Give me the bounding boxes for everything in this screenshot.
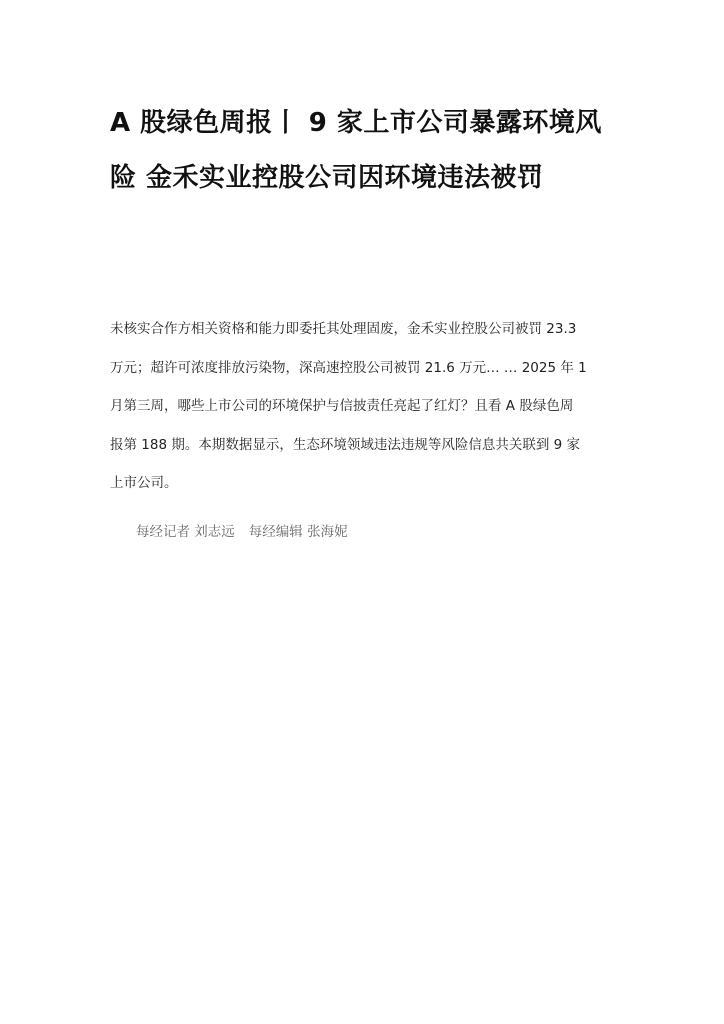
article-lead-paragraph xyxy=(110,310,620,503)
lead-line-3: 月第三周，哪些上市公司的环境保护与信披责任亮起了红灯？且看 A 股绿色周 xyxy=(110,398,574,414)
lead-line-4: 报第 188 期。本期数据显示，生态环境领域违法违规等风险信息共关联到 9 家 xyxy=(110,436,581,453)
article-title xyxy=(110,96,620,206)
article-byline xyxy=(136,519,348,545)
byline-reporter: 每经记者 刘志远 xyxy=(136,524,235,540)
byline-editor: 每经编辑 张海妮 xyxy=(248,524,348,540)
lead-line-2: 万元；超许可浓度排放污染物，深高速控股公司被罚 21.6 万元… … 2025 年 1 xyxy=(110,359,587,376)
lead-line-5: 上市公司。 xyxy=(110,475,178,491)
article-title-line-2: 险 金禾实业控股公司因环境违法被罚 xyxy=(110,163,544,193)
lead-line-1: 未核实合作方相关资格和能力即委托其处理固废，金禾实业控股公司被罚 23.3 xyxy=(110,321,577,337)
article-title-line-1: A 股绿色周报丨 9 家上市公司暴露环境风 xyxy=(110,108,602,138)
